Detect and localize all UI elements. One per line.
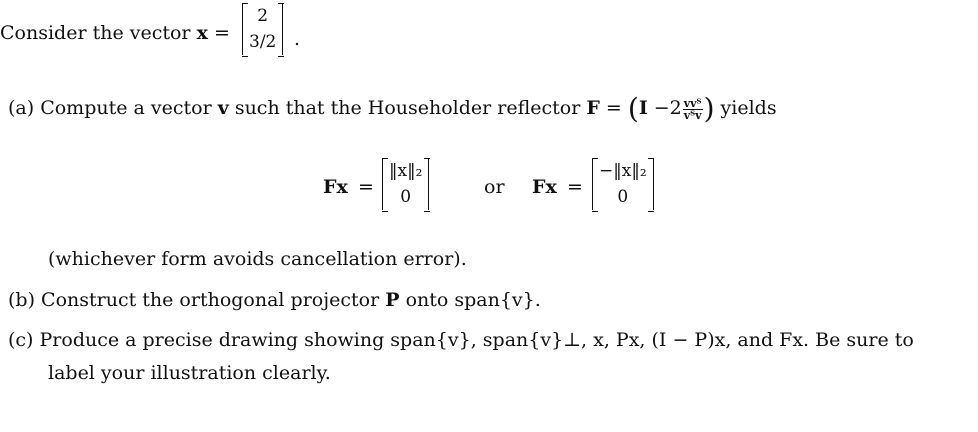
part-a-whichever: (whichever form avoids cancellation error). bbox=[48, 248, 467, 270]
part-a-line bbox=[8, 92, 777, 125]
part-c-text-1: Produce a precise drawing showing span{v}, span{v}⊥, x, Px, (I − P)x, and Fx. Be sure to bbox=[39, 329, 914, 351]
part-a-text2: such that the Householder reflector bbox=[234, 97, 581, 119]
display-vector-1-entry-2: 0 bbox=[400, 187, 412, 207]
part-a-lparen: ( bbox=[627, 92, 639, 125]
part-a-fraction bbox=[683, 98, 703, 121]
intro-var-x: x bbox=[196, 22, 208, 44]
part-a-identity: I bbox=[638, 97, 648, 119]
display-vector-1-entry-1: ‖x‖₂ bbox=[389, 161, 423, 181]
intro-text: Consider the vector bbox=[0, 22, 191, 44]
display-vector-2-entry-2: 0 bbox=[617, 187, 629, 207]
intro-period: . bbox=[294, 28, 301, 50]
display-Fx-1: Fx bbox=[323, 176, 348, 198]
part-c-line-1 bbox=[8, 331, 914, 350]
part-a-text1: Compute a vector bbox=[40, 97, 212, 119]
display-Fx-2: Fx bbox=[532, 176, 557, 198]
part-a-yields: yields bbox=[720, 97, 777, 119]
part-a-rparen: ) bbox=[703, 92, 715, 125]
part-a-var-v: v bbox=[217, 97, 229, 119]
display-vector-2 bbox=[592, 158, 654, 210]
part-a-eq: = bbox=[605, 97, 622, 119]
part-b-var-P: P bbox=[385, 289, 400, 311]
part-a-var-F: F bbox=[586, 97, 600, 119]
part-c-label: (c) bbox=[8, 329, 34, 351]
part-a-label: (a) bbox=[8, 97, 35, 119]
part-a-minus: − bbox=[653, 97, 670, 119]
part-b-label: (b) bbox=[8, 289, 35, 311]
part-b-text2: onto span{v}. bbox=[405, 289, 541, 311]
part-a-frac-num: vvᵀ bbox=[683, 96, 702, 110]
part-b-text: Construct the orthogonal projector bbox=[41, 289, 380, 311]
intro-vector-entry-2: 3/2 bbox=[249, 32, 277, 52]
display-eq-2: = bbox=[567, 176, 583, 198]
part-a-frac-den: vᵀv bbox=[683, 108, 702, 122]
display-vector-2-entry-1: −‖x‖₂ bbox=[599, 161, 647, 181]
display-or: or bbox=[484, 176, 505, 198]
intro-vector bbox=[242, 3, 283, 55]
display-eq-1: = bbox=[358, 176, 374, 198]
intro-line bbox=[0, 24, 230, 43]
display-vector-1 bbox=[382, 158, 429, 210]
part-a-two: 2 bbox=[669, 97, 682, 119]
part-b-line bbox=[8, 291, 541, 310]
intro-vector-entry-1: 2 bbox=[257, 6, 269, 26]
part-c-line-2: label your illustration clearly. bbox=[48, 362, 331, 384]
intro-eq: = bbox=[213, 22, 230, 44]
